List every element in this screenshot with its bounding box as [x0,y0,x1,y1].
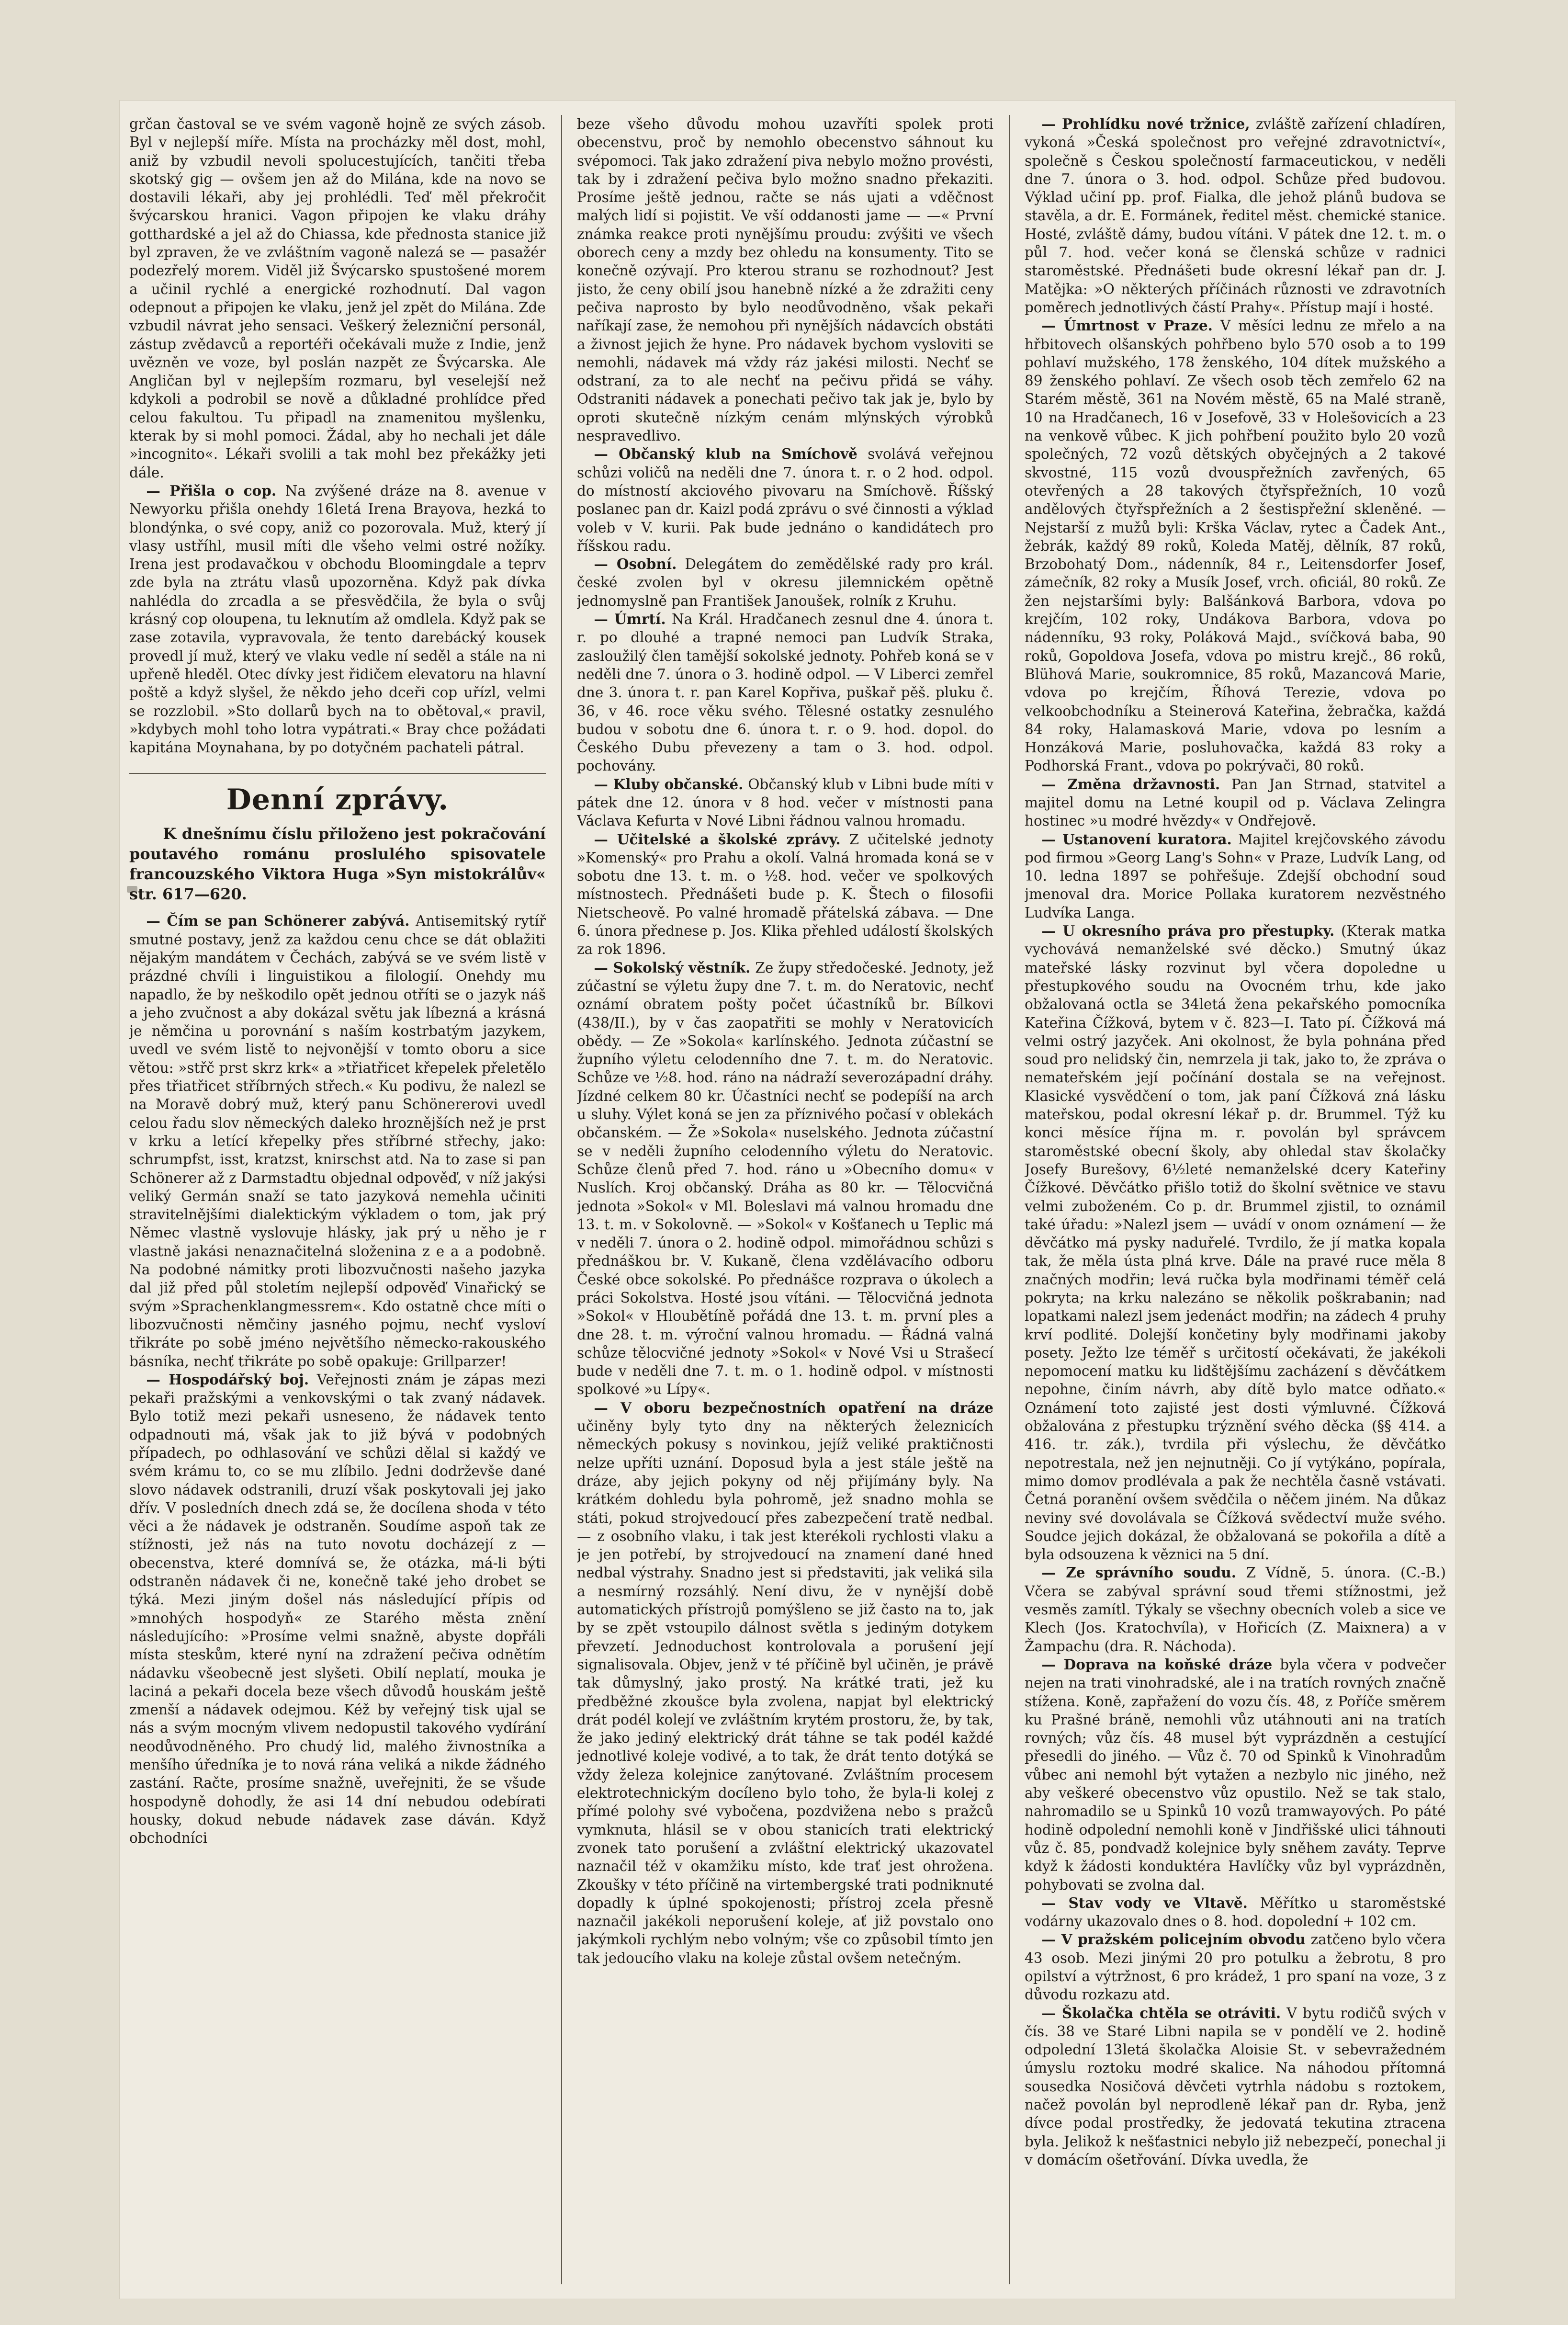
body-vltava-level: Měřítko u staroměstské vodárny ukazovalo dnes o 8. hod. dopolední + 102 cm. [1025,1894,1446,1930]
body-deaths: Na Král. Hradčanech zesnul dne 4. února t. r. po dlouhé a trapné nemoci pan Ludvík Straka, zasloužilý člen tamější sokolské jednoty. Pohřeb koná se v neděli dne 7. února o 3. hodině odpol. — V Liberci zemřel dne 3. února t. r. pan Karel Kopřiva, puškař pěš. pluku č. 36, v 46. roce věku svého. Tělesné ostatky zesnulého budou v sobotu dne 6. února t. r. o 9. hod. dopol. do Českého Dubu převezeny a tam o 3. hod. odpol. pochovány. [577,611,993,774]
body-civic-clubs: Občanský klub v Libni bude míti v pátek dne 12. února v 8 hod. večer v místnosti pana Václava Kefurta v Nové Libni řádnou valnou hromadu. [577,776,993,829]
headline-railway-safety: — V oboru bezpečnostních opatření na dráze [594,1399,993,1416]
article-railway-safety [577,1399,993,1967]
article-market-hall [1025,115,1446,317]
body-schonerer: Antisemitský rytíř smutné postavy, jenž za každou cenu chce se dát oblažiti nějakým mandátem v Čechách, zabývá se ve svém listě v prázdné chvíli i linguistikou a filologií. Onehdy mu napadlo, že by neškodilo opět jednou otříti se o jazyk náš a jeho zvučnost a aby dokázal světu jak líbezná a krásná je němčina u porovnání s naším kostrbatým jazykem, uvedl ve svém listě to nejvonější v tomto oboru a sice větou: »střč prst skrz krk« a »třiatřicet křepelek přeletělo přes třiatřicet stříbrných střech.« Ku podivu, že nalezl se na Moravě dobrý muž, který panu Schönererovi uvedl celou řadu slov německých daleko hroznějších než je prst v krku a letící křepelky přes stříbrné střechy, jako: schrumpfst, isst, kratzst, knirschst atd. Na to zase si pan Schönerer až z Darmstadtu objednal odpověď, v níž jakýsi veliký Germán snaží se tato jazyková nemehla učiniti stravitelnějšími dialektickým výkladem o tom, jak prý Němec vlastně vyslovuje hlásky, jak prý u něho je r vlastně jakási nenaznačitelná složenina z e a a podobně. Na podobné námitky proti libozvučnosti našeho jazyka dal již před půl stoletím nejlepší odpověď Vinařický se svým »Sprachenklangmessrem«. Kdo ostatně chce míti o libozvučnosti němčiny jasného pojmu, nechť vysloví třikráte po sobě jméno největšího německo-rakouského básníka, nechť třikráte po sobě opakuje: Grillparzer! [129,913,546,1370]
article-district-court [1025,922,1446,1564]
paragraph-plague-passenger: grčan častoval se ve svém vagoně hojně ze svých zásob. Byl v nejlepší míře. Místa na procházky měl dost, mohl, aniž by vzbudil nevoli spolucestujících, tančiti třeba skotský gig — ovšem jen až do Milána, kde na novo se dostavili lékaři, aby jej prohlédli. Teď měl překročit švýcarskou hranici. Vagon připojen ke vlaku dráhy gotthardské a jel až do Chiassa, kde přednosta stanice již byl zpraven, že ve zvláštním vagoně nalezá se — pasažér podezřelý morem. Viděl již Švýcarsko spustošené morem a učinil rychlé a energické rozhodnutí. Dal vagon odepnout a připojen ke vlaku, jenž jel zpět do Milána. Zde vzbudil návrat jeho sensaci. Veškerý železniční personál, zástup zvědavců a reportéři očekávali muže z Indie, jenž uvězněn ve voze, byl poslán nazpět ze Švýcarska. Ale Angličan byl v nejlepším rozmaru, byl veselejší než kdykoli a podrobil se nově a důkladné prohlídce před celou fakultou. Tu připadl na znamenitou myšlenku, kterak by si mohl pomoci. Žádal, aby ho nechali jet dále »incognito«. Lékaři svolili a tak mohl bez překážky jeti dále. [129,116,546,481]
article-economic-fight [129,1371,546,1848]
body-police-district: zatčeno bylo včera 43 osob. Mezi jinými 20 pro potulku a žebrotu, 8 pro opilství a výtržnost, 6 pro krádež, 1 pro spaní na voze, 3 z důvodu rozkazu atd. [1025,1931,1446,2003]
article-schoolgirl [1025,2004,1446,2169]
ink-smudge [127,886,137,893]
body-civic-club-smichov: svolává veřejnou schůzi voličů na neděli dne 7. února t. r. o 2 hod. odpol. do místností akciového pivovaru na Smíchově. Říšský poslanec pan dr. Kaizl podá zprávu o své činnosti a výklad voleb v V. kurii. Pak bude jednáno o kandidátech pro říšskou radu. [577,446,993,554]
body-schoolgirl: V bytu rodičů svých v čís. 38 ve Staré Libni napila se v pondělí ve 2. hodině odpolední 13letá školačka Aloisie St. v sebevražedném úmyslu roztoku modré skalice. Na náhodou přítomná sousedka Nosičová děvčeti vytrhla nádobu s roztokem, načež povolán byl neprodleně lékař pan dr. Ryba, jenž dívce podal prostředky, že jedovatá tekutina ztracena byla. Jelikož k nešťastnici nebylo již nebezpečí, ponechal ji v domácím ošetřování. Dívka uvedla, že [1025,2005,1446,2168]
body-lost-braid: Na zvýšené dráze na 8. avenue v Newyorku přišla onehdy 16letá Irena Brayova, hezká to blondýnka, o své copy, aniž co pozorovala. Muž, který jí vlasy ustříhl, musil míti dle všeho velmi ostré nožíky. Irena jest prodavačkou v obchodu Bloomingdale a teprv zde byla na ztrátu vlasů upozorněna. Když pak dívka nahlédla do zrcadla a se přesvědčila, že byla o svůj krásný cop oloupena, tu leknutím až omdlela. Když pak se zase zotavila, vypravovala, že tento darebácký kousek provedl jí muž, který ve vlaku vedle ní seděl a stále na ni upřeně hleděl. Otec dívky jest řidičem elevatoru na hlavní poště a když slyšel, že někdo jeho dceři cop uřízl, velmi se rozzlobil. »Sto dollarů bych na to obětoval,« pravil, »kdybych mohl toho lotra vypátrati.« Bray chce požádati kapitána Moynahana, by po dotyčném pachateli pátral. [129,482,546,756]
column-rule-1 [561,115,562,2284]
headline-economic-fight: — Hospodářský boj. [146,1371,309,1388]
article-horse-tram [1025,1656,1446,1894]
article-civic-club-smichov [577,445,993,555]
body-railway-safety: učiněny byly tyto dny na některých železnicích německých pokusy s novinkou, jejíž veliké praktičnosti nelze upříti uznání. Doposud byla a jest stále ještě na dráze, aby jejich pokyny od něj přijímány byly. Na krátkém dohledu byla pohromě, jež snadno mohla se státi, pokud strojvedoucí přes zabezpečení tratě nedbal. — z osobního vlaku, i tak jest kterékoli rychlosti vlaku a je jen potřebí, by strojvedoucí na znamení dané hned nedbal výstrahy. Snadno jest si představiti, jak veliká sila a nesmírný rozsáhlý. Není divu, že v nynější době automatických přístrojů pomýšleno se již často na to, jak by se zpět vstoupilo dálnost světla s jediným dotykem převzetí. Jednoduchost kontrolovala a porušení její signalisovala. Objev, jenž v té příčině byl učiněn, je právě tak důmyslný, jako prostý. Na krátké trati, jež ku předběžné zkoušce byla zvolena, napjat byl elektrický drát podél kolejí ve zvláštním krytém prostoru, že, by tak, že jako jediný elektrický drát táhne se tak podél každé jednotlivé koleje vodivé, a to tak, že drát tento dotýká se vždy železa kolejnice zanýtované. Zvláštním procesem elektrotechnickým docíleno bylo toho, že byla-li kolej z přímé polohy své vybočena, pozdvižena nebo s pražců vymknuta, hlásil se v obou stanicích trati elektrický zvonek tato porušení a zvláštní elektrický ukazovatel naznačil též v okamžiku místo, kde trať jest ohrožena. Zkoušky v této příčině na virtembergské trati podniknuté dopadly k úplné spokojenosti; přístroj zcela přesně naznačil jakékoli neporušení koleje, ať již povstalo ono jakýmkoli rychlým nebo volným; vše co způsobil tímto jen tak jedoucího vlaku na koleje zůstal ovšem netečným. [577,1418,993,1966]
headline-lost-braid: — Přišla o cop. [146,482,277,499]
article-ownership-change [1025,775,1446,830]
headline-curator: — Ustanovení kuratora. [1041,830,1232,848]
article-schonerer [129,912,546,1370]
body-district-court: (Kterak matka vychovává nemanželské své děcko.) Smutný úkaz mateřské lásky rozvinut byl včera dopoledne u přestupkového soudu na Ovocném trhu, kde jako obžalovaná octla se 34letá žena pekařského pomocníka Kateřina Čížková, bytem v č. 823—I. Tato pí. Čížková má velmi ostrý jazyček. Ani okolnost, že byla pohnána před soud pro nelidský čin, nemrzela ji tak, jako to, že zpráva o nemateřském její počínání dostala se na veřejnost. Klasické vysvědčení o tom, jak paní Čížková zná lásku mateřskou, podal okresní lékař p. dr. Brummel. Týž ku konci měsíce října m. r. povolán byl správcem staroměstské obecní školy, aby ohledal stav školačky Josefy Burešovy, 6½leté nemanželské dcery Kateřiny Čížkové. Děvčátko přišlo totiž do školní světnice ve stavu velmi zuboženém. Co p. dr. Brummel zjistil, to oznámil také úřadu: »Nalezl jsem — uvádí v onom oznámení — že děvčátko má pysky naduřelé. Tvrdilo, že jí matka kopala tak, že měla ústa plná krve. Dále na pravé ruce měla 8 značných modřin; levá ručka byla modřinami téměř celá pokryta; na krku nalezáno se několik poškrabanin; nad lopatkami nalezl jsem jedenáct modřin; na zádech 4 pruhy krví podlité. Dolejší končetiny byly modřinami jakoby posety. Ježto lze téměř s určitostí očekávati, že jakékoli nepomocení matku ku lidštějšímu zacházení s děvčátkem nepohne, činím návrh, aby dítě bylo matce odňato.« Oznámení toto zajisté jest dosti výmluvné. Čížková obžalována z přestupku trýznění svého děcka (§§ 414. a 416. tr. zák.), tvrdila při výslechu, že děvčátko nepotrestala, než jen nejnutněji. Co jí vytýkáno, popírala, mimo domov prodlévala a pak že nechtěla časně vstávati. Četná poranění ovšem svědčila o něčem jiném. Na důkaz neviny své dovolávala se Čížková svědectví muže svého. Soudce jejich dokázal, že obžalovaná se pokořila a dítě a byla odsouzena k věznici na 5 dní. [1025,923,1446,1563]
article-vltava-level [1025,1894,1446,1931]
headline-personal: — Osobní. [594,556,677,573]
headline-sokol-news: — Sokolský věstník. [594,959,751,976]
article-administrative-court [1025,1564,1446,1655]
headline-market-hall: — Prohlídku nové tržnice, [1041,115,1250,132]
headline-schonerer: — Čím se pan Schönerer zabývá. [146,912,410,930]
headline-deaths: — Úmrtí. [594,611,666,628]
column-3 [1025,115,1446,2284]
headline-schoolgirl: — Školačka chtěla se otráviti. [1041,2004,1281,2021]
body-ownership-change: Pan Jan Strnad, statvitel a majitel domu na Letné koupil od p. Václava Zelingra hostinec »u modré hvězdy« v Ondřejově. [1025,776,1446,829]
body-mortality: V měsíci lednu ze mřelo a na hřbitovech olšanských pohřbeno bylo 570 osob a to 199 pohlaví mužského, 178 ženského, 104 dítek mužského a 89 ženského pohlaví. Ze všech osob těch zemřelo 62 na Starém městě, 361 na Novém městě, 65 na Malé straně, 10 na Hradčanech, 16 v Josefově, 33 v Holešovicích a 23 na venkově vůbec. K jich pohřbení použito bylo 20 vozů společných, 72 vozů dětských obyčejných a 2 takové skvostné, 115 vozů dvouspřežních zavřených, 65 otevřených a 28 takových čtyřspřežních, 10 vozů andělových čtyřspřežních a 2 šestispřežní skleněné. — Nejstarší z mužů byli: Krška Václav, rytec a Čadek Ant., žebrák, každý 89 roků, Koleda Matěj, dělník, 87 roků, Brzobohatý Dom., nádenník, 84 r., Leitensdorfer Josef, zámečník, 82 roky a Musík Josef, vrch. oficiál, 80 roků. Ze žen nejstaršími byly: Balšánková Barbora, vdova po krejčím, 102 roky, Undákova Barbora, vdova po nádenníku, 93 roky, Poláková Majd., svíčková baba, 90 roků, Gopoldova Josefa, vdova po mistru krejč., 86 roků, Blühová Marie, soukromnice, 85 roků, Mazancová Marie, vdova po krejčím, Říhová Terezie, vdova po velkoobchodníku a Steinerová Kateřina, žebračka, každá 84 roky, Halamasková Marie, vdova po lesním a Honzáková Marie, posluhovačka, každá 83 roky a Podhorská Frant., vdova po pokrývači, 80 roků. [1025,318,1446,774]
headline-ownership-change: — Změna državnosti. [1041,775,1220,793]
headline-administrative-court: — Ze správního soudu. [1041,1564,1237,1581]
article-personal [577,555,993,610]
article-sokol-news [577,959,993,1399]
body-administrative-court: Z Vídně, 5. února. (C.-B.) Včera se zabýval správní soud třemi stížnostmi, jež vesměs zamítl. Týkaly se všechny obecních voleb a sice ve Klech (Jos. Kratochvíla), v Hořicích (Z. Maixnera) a v Žampachu (dra. R. Náchoda). [1025,1565,1446,1655]
headline-teacher-news: — Učitelské a školské zprávy. [594,830,841,848]
article-teacher-news [577,830,993,959]
headline-civic-club-smichov: — Občanský klub na Smíchově [594,445,857,463]
headline-civic-clubs: — Kluby občanské. [594,775,744,793]
headline-police-district: — V pražském policejním obvodu [1041,1931,1306,1948]
headline-horse-tram: — Doprava na koňské dráze [1041,1656,1273,1673]
column-2 [577,115,993,2284]
body-curator: Majitel krejčovského závodu pod firmou »Georg Lang's Sohn« v Praze, Ludvík Lang, od 10. ledna 1897 se pohřešuje. Zdejší obchodní soud jmenoval dra. Morice Pollaka kuratorem nezvěstného Ludvíka Langa. [1025,831,1446,921]
headline-mortality: — Úmrtnost v Praze. [1041,317,1213,334]
article-civic-clubs [577,775,993,830]
body-teacher-news: Z učitelské jednoty »Komenský« pro Prahu a okolí. Valná hromada koná se v sobotu dne 13. t. m. o ½8. hod. večer ve spolkových místnostech. Přednášeti bude p. K. Štech o filosofii Nietscheově. Po valné hromadě přátelská zábava. — Dne 6. února přednese p. Jos. Klika přehled událostí školských za rok 1896. [577,831,993,958]
headline-vltava-level: — Stav vody ve Vltavě. [1041,1894,1248,1911]
body-economic-fight: Veřejnosti znám je zápas mezi pekaři pražskými a venkovskými o tak zvaný nádavek. Bylo totiž mezi pekaři usneseno, že nádavek tento odpadnouti má, však jak to již bývá v podobných případech, po odhlasování ve schůzi dělal si každý ve svém krámu to, co se mu zlíbilo. Jedni dodrževše dané slovo nádavek odstranili, druzí však poskytovali jej jako dřív. V posledních dnech zdá se, že docílena shoda v této věci a že nádavek je odstraněn. Soudíme aspoň tak ze stížnosti, jež nás na tuto novotu docházejí z — obecenstva, které domnívá se, že otázka, má-li býti odstraněn nádavek či ne, konečně také jeho drobet se týká. Mezi jiným došel nás následující přípis od »mnohých hospodyň« ze Starého města znění následujícího: »Prosíme velmi snažně, abyste dopřáli místa steskům, které nyní na zdražení pečiva odnětím nádavku všeobecně jest slyšeti. Obilí neplatí, mouka je laciná a pekaři docela beze všech důvodů houskám ještě zmenší a nádavek odejmou. Kéž by veřejný tisk ujal se nás a svým mocným vlivem nedopustil takového vydírání neodůvodněného. Pro chudý lid, malého živnostníka a menšího úředníka je to nová rána veliká a nikde žádného zastání. Račte, prosíme snažně, uveřejniti, že se všude hospodyně dohodly, že asi 14 dní nebudou odebírati housky, dokud nebude nádavek zase dáván. Když obchodníci [129,1371,546,1847]
column-1 [129,115,546,2284]
section-title-daily-news: Denní zprávy. [226,783,449,817]
body-personal: Delegátem do zemědělské rady pro král. české zvolen byl v okresu jilemnickém opětně jednomyslně pan František Janoušek, rolník z Kruhu. [577,556,993,609]
paragraph-bakery-continued: beze všeho důvodu mohou uzavříti spolek proti obecenstvu, proč by nemohlo obecenstvo sáhnout ku svépomoci. Tak jako zdražení piva nebylo možno provésti, tak by i zdražení pečiva bylo možno snadno překaziti. Prosíme ještě jednou, račte se nás ujati a vděčnost malých lidí si pojistit. Ve vší oddanosti jame — —« První známka reakce proti nynějšímu proudu: zvýšiti ve všech oborech ceny a mzdy bez ohledu na konsumenty. Tito se konečně ozývají. Pro kterou stranu se rozhodnout? Jest jisto, že ceny obilí jsou hanebně nízké a že zdražiti ceny pečiva naprosto by bylo neodůvodněno, však pekaři naříkají zase, že nemohou při nynějších nádavcích obstáti a živnost jejich že hyne. Pro nádavek bychom vysloviti se nemohli, nádavek má vždy ráz jakési milosti. Nechť se odstraní, za to ale nechť na pečivu přidá se váhy. Odstraniti nádavek a ponechati pečivo tak jak je, bylo by oproti skutečně nízkým cenám mlýnských výrobků nespravedlivo. [577,116,993,444]
article-police-district [1025,1930,1446,2004]
newspaper-page [120,101,1455,2299]
article-curator [1025,830,1446,922]
body-market-hall: zvláště zařízení chladíren, vykoná »Česká společnost pro veřejné zdravotnictví«, společně s Českou společností farmaceutickou, v neděli dne 7. února o 3. hod. odpol. Schůze před budovou. Výklad učiní pp. prof. Fialka, dle jehož plánů budova se stavěla, a dr. E. Formánek, ředitel měst. chemické stanice. Hosté, zvláště dámy, budou vítáni. V pátek dne 12. t. m. o půl 7. hod. večer koná se členská schůze v radnici staroměstské. Přednášeti bude okresní lékař pan dr. J. Matějka: »O některých příčinách různosti ve zdravotních poměrech jednotlivých částí Prahy«. Přístup mají i hosté. [1025,116,1446,316]
body-horse-tram: byla včera v podvečer nejen na trati vinohradské, ale i na tratích rovných značně stížena. Koně, zapřažení do vozu čís. 48, z Poříče směrem ku Prašné bráně, nemohli vůz utáhnouti ani na tratích rovných; vůz čís. 48 musel být vyprázdněn a cestující přesedli do jiného. — Vůz č. 70 od Spinků k Vinohradům vůbec ani nemohl být vytažen a nezbylo nic jiného, než aby veškeré obecenstvo vůz opustilo. Než se tak stalo, nahromadilo se u Spinků 10 vozů tramwayových. Po páté hodině odpolední nemohli koně v Jindřišské ulici táhnouti vůz č. 85, pondvadž kolejnice byly sněhem zaváty. Teprve když k žádosti konduktéra Havlíčky vůz byl vyprázdněn, pohybovati se zvolna dal. [1025,1656,1446,1893]
article-lost-braid [129,482,546,757]
body-sokol-news: Ze župy středočeské. Jednoty, jež zúčastní se výletu župy dne 7. t. m. do Neratovic, nechť oznámí obratem pošty počet účastníků br. Bílkovi (438/II.), by v čas zaopatřiti se mohly v Neratovicích obědy. — Ze »Sokola« karlínského. Jednota zúčastní se župního výletu celodenního dne 7. t. m. do Neratovic. Schůze ve ½8. hod. ráno na nádraží severozápadní dráhy. Jízdné celkem 80 kr. Účastníci nechť se podepíší na arch u sluhy. Výlet koná se jen za příznivého počasí v oblekách občanském. — Že »Sokola« nuselského. Jednota zúčastní se v neděli župního celodenního výletu do Neratovic. Schůze členů před 7. hod. ráno u »Obecního domu« v Nuslích. Kroj občanský. Dráha as 80 kr. — Tělocvičná jednota »Sokol« v Ml. Boleslavi má valnou hromadu dne 13. t. m. v Sokolovně. — »Sokol« v Košťanech u Teplic má v neděli 7. února o 2. hodině odpol. mimořádnou schůzi s přednáškou br. V. Kukaně, člena vzdělávacího odboru České obce sokolské. Po přednášce rozprava o úkolech a práci Sokolstva. Hosté jsou vítáni. — Tělocvičná jednota »Sokol« v Hloubětíně pořádá dne 13. t. m. první ples a dne 28. t. m. výroční valnou hromadu. — Řádná valná schůze tělocvičné jednoty »Sokol« v Nové Vsi u Strašecí bude v neděli dne 7. t. m. o 1. hodině odpol. v místnosti spolkové »u Lípy«. [577,959,993,1398]
headline-district-court: — U okresního práva pro přestupky. [1041,922,1335,940]
section-divider [129,773,546,774]
column-rule-2 [1009,115,1010,2284]
article-deaths [577,610,993,775]
supplement-notice: K dnešnímu číslu přiloženo jest pokračování poutavého románu proslulého spisovatele francouzského Viktora Huga »Syn mistokrálův« str. 617—620. [129,825,546,904]
article-mortality [1025,317,1446,775]
